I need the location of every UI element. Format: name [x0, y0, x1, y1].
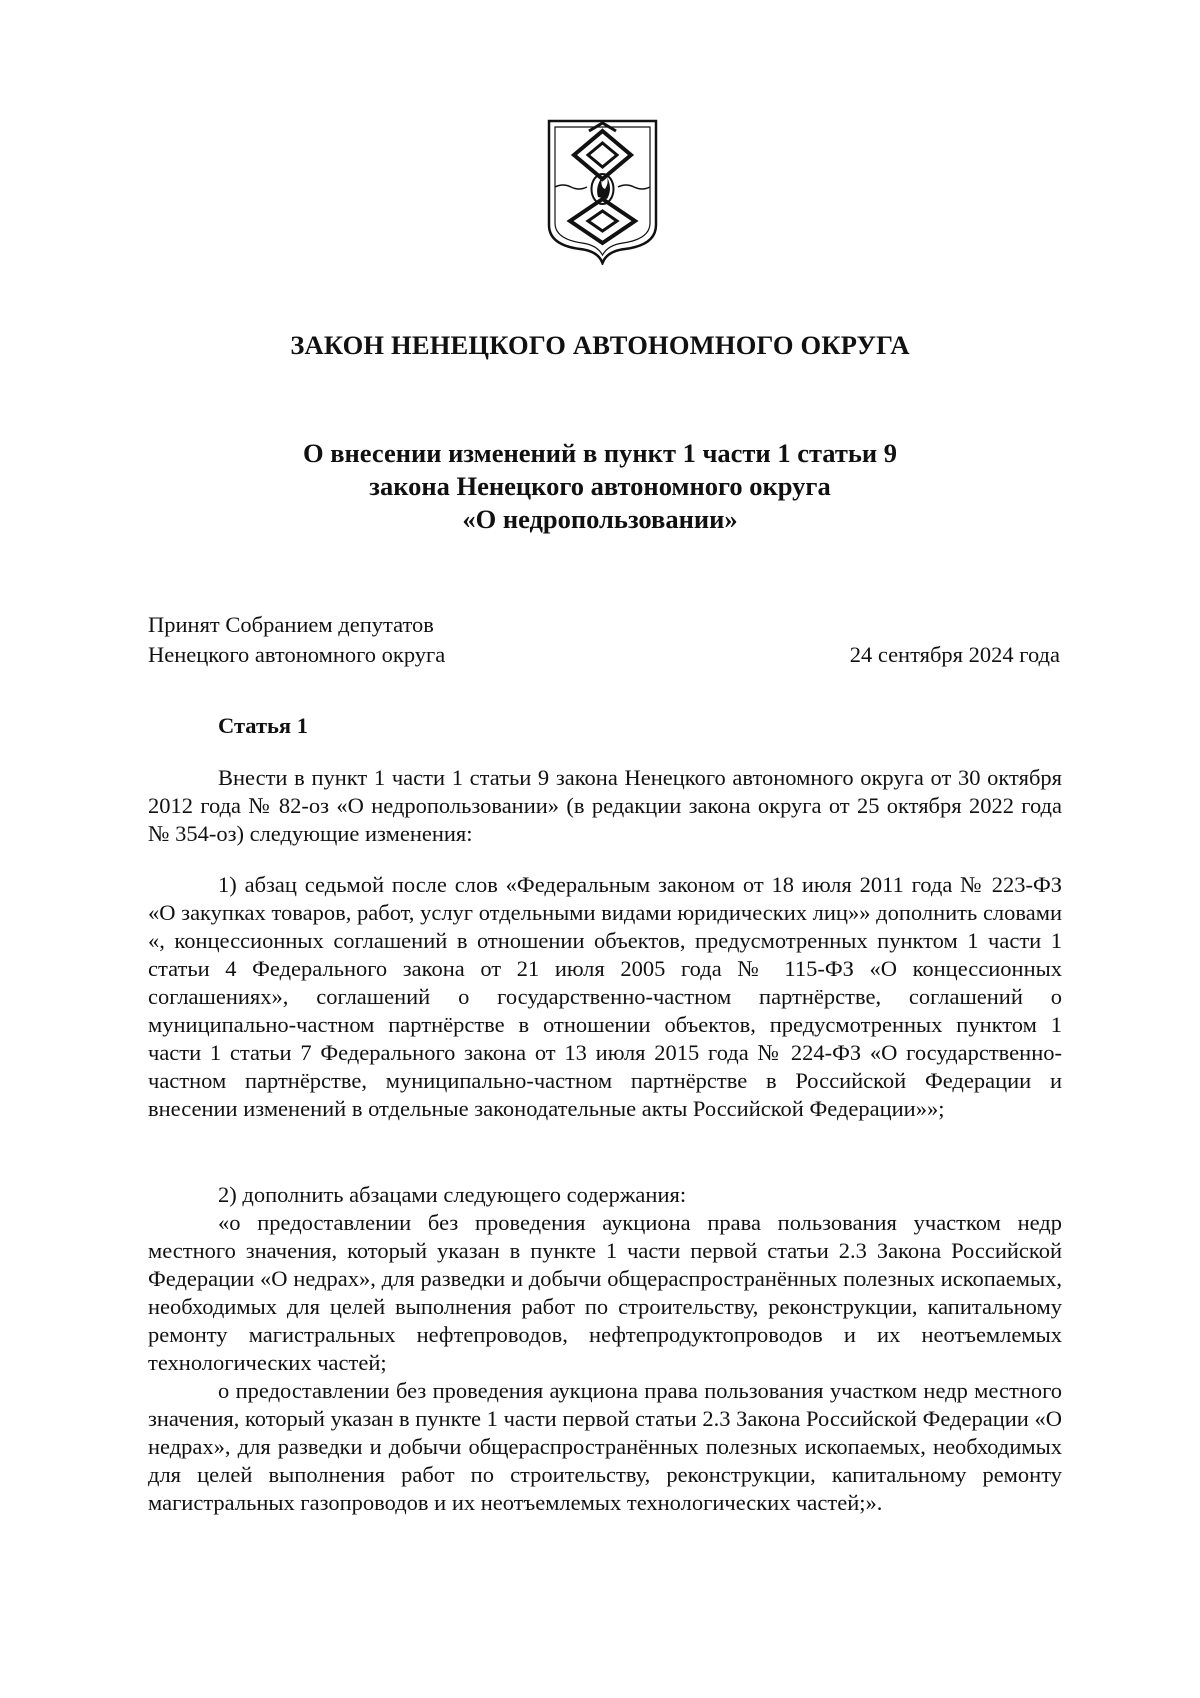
paragraph: 2) дополнить абзацами следующего содержания: — [218, 1182, 687, 1207]
subtitle-line: закона Ненецкого автономного округа — [369, 471, 831, 501]
adoption-line: Принят Собранием депутатов — [148, 612, 434, 637]
paragraph: о предоставлении без проведения аукциона права пользования участком недр местного значения, который указан в пункте 1 части первой статьи 2.3 Закона Российской Федерации «О недрах», для разведки и добычи общераспространённых полезных ископаемых, необходимых для целей выполнения работ по строительству, реконструкции, капитальному ремонту магистральных газопроводов и их неотъемлемых технологических частей;». — [148, 1378, 1062, 1515]
subtitle-line: «О недропользовании» — [462, 504, 738, 534]
adoption-date: 24 сентября 2024 года — [849, 642, 1060, 667]
paragraph: «о предоставлении без проведения аукциона права пользования участком недр местного значения, который указан в пункте 1 части первой статьи 2.3 Закона Российской Федерации «О недрах», для разведки и добычи общераспространённых полезных ископаемых, необходимых для целей выполнения работ по строительству, реконструкции, капитальному ремонту магистральных нефтепроводов, нефтепродуктопроводов и их неотъемлемых технологических частей; — [148, 1210, 1062, 1375]
article-heading: Статья 1 — [218, 713, 308, 738]
adoption-line: Ненецкого автономного округа — [148, 642, 446, 667]
law-subtitle — [0, 437, 1200, 536]
paragraph: Внести в пункт 1 части 1 статьи 9 закона Ненецкого автономного округа от 30 октября 2012 года № 82-оз «О недропользовании» (в редакции закона округа от 25 октября 2022 года № 354-оз) следующие изменения: — [148, 765, 1062, 846]
coat-of-arms-icon — [545, 117, 660, 265]
law-title: ЗАКОН НЕНЕЦКОГО АВТОНОМНОГО ОКРУГА — [290, 330, 910, 360]
subtitle-line: О внесении изменений в пункт 1 части 1 статьи 9 — [302, 438, 898, 468]
paragraph: 1) абзац седьмой после слов «Федеральным законом от 18 июля 2011 года № 223-ФЗ «О закупках товаров, работ, услуг отдельными видами юридических лиц»» дополнить словами «, концессионных соглашений в отношении объектов, предусмотренных пунктом 1 части 1 статьи 4 Федерального закона от 21 июля 2005 года № 115-ФЗ «О концессионных соглашениях», соглашений о государственно-частном партнёрстве, соглашений о муниципально-частном партнёрстве в отношении объектов, предусмотренных пунктом 1 части 1 статьи 7 Федерального закона от 13 июля 2015 года № 224-ФЗ «О государственно-частном партнёрстве, муниципально-частном партнёрстве в Российской Федерации и внесении изменений в отдельные законодательные акты Российской Федерации»»; — [148, 872, 1062, 1121]
article-intro — [148, 764, 1062, 848]
article-item-1 — [148, 871, 1062, 1123]
adoption-authority — [148, 610, 445, 670]
article-item-2 — [148, 1181, 1062, 1517]
